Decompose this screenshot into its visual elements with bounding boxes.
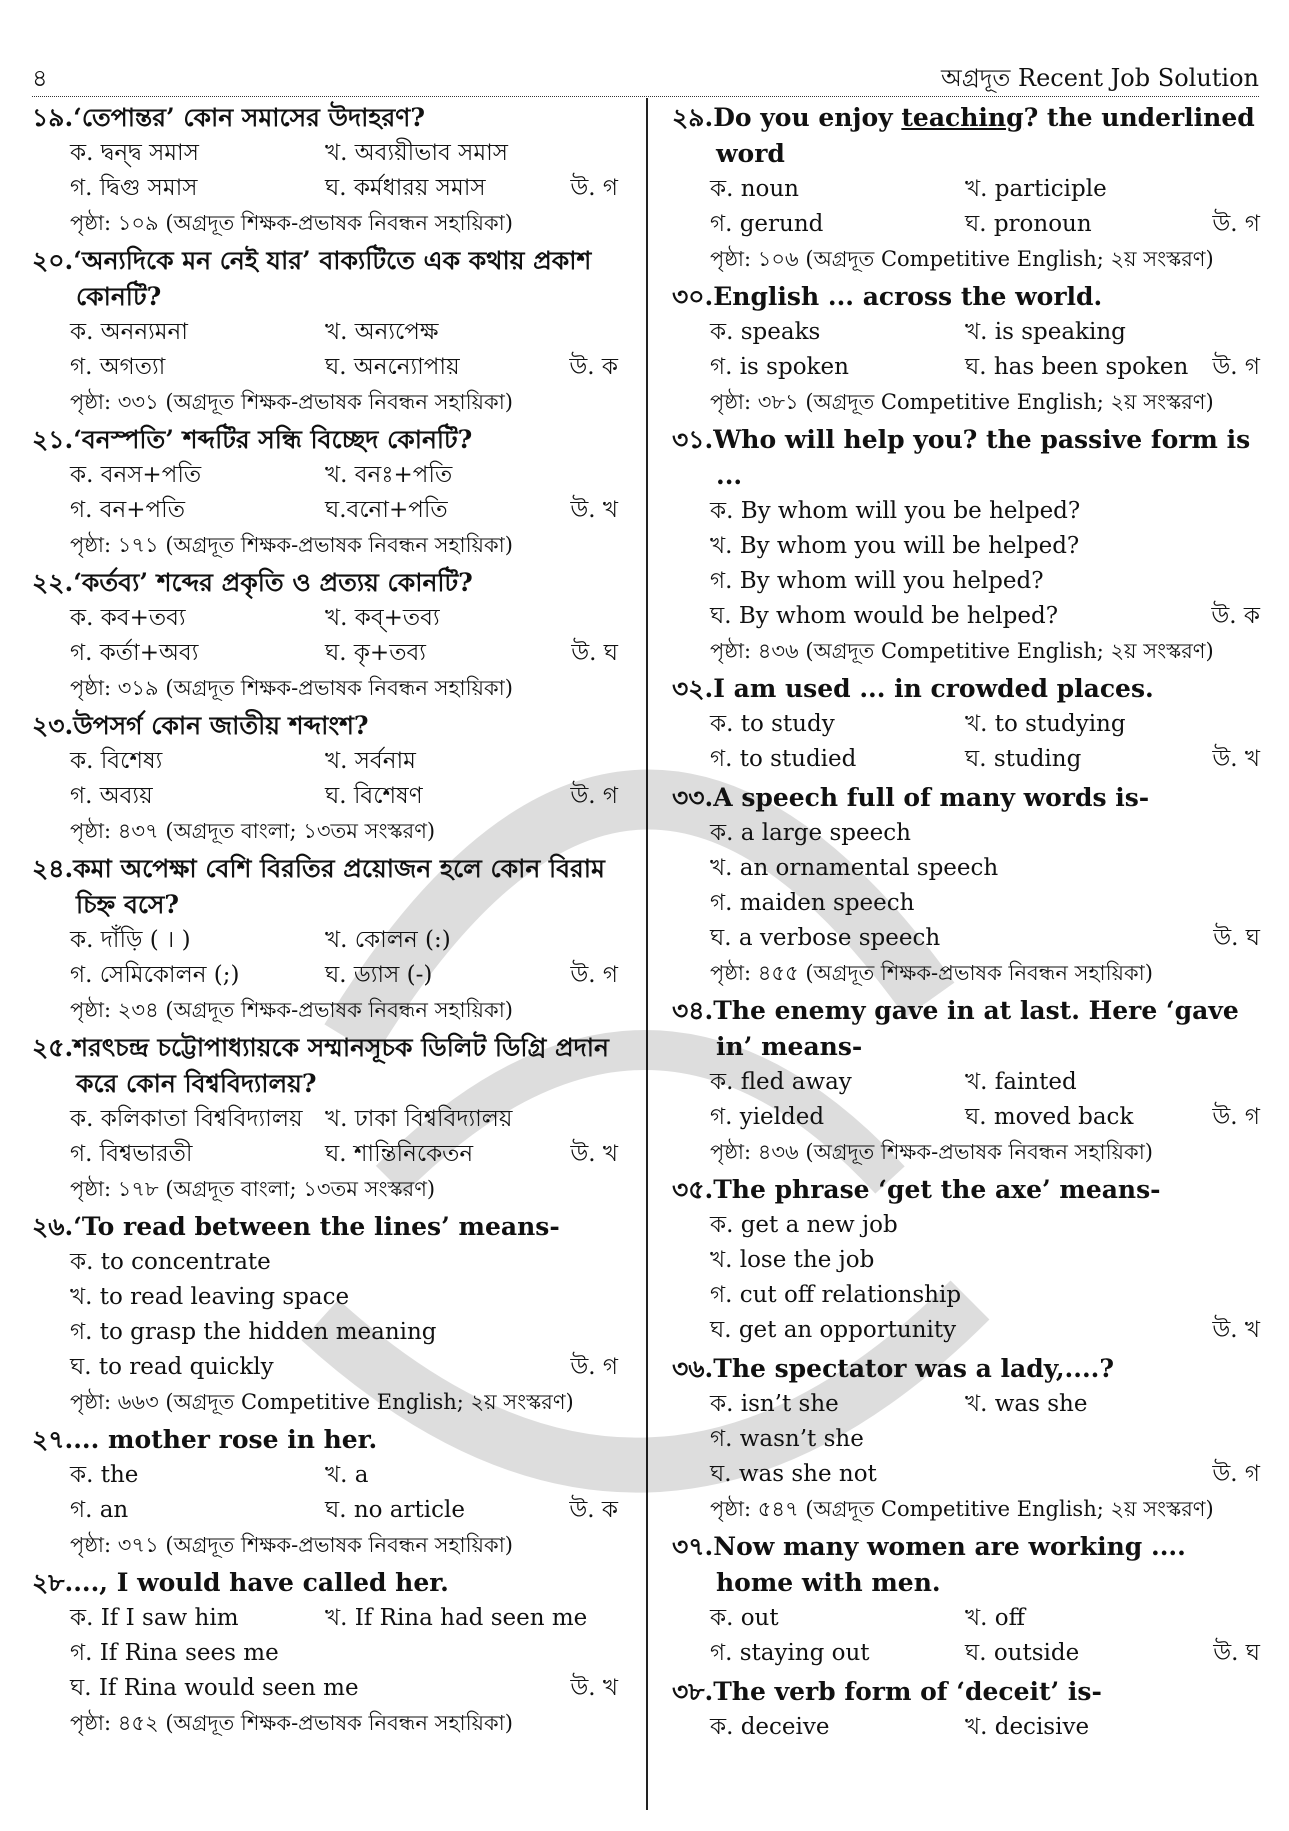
option: গ. wasn’t she (710, 1426, 864, 1452)
option: ক. out (710, 1605, 779, 1631)
option-row (710, 1457, 1260, 1492)
page-header (32, 60, 1259, 92)
answer-key: উ. খ (570, 1141, 618, 1167)
question-text (672, 1351, 1260, 1387)
option-row (70, 1671, 618, 1706)
question-text (32, 708, 618, 744)
option: খ. কোলন (:) (325, 927, 451, 953)
option: খ. a (325, 1462, 369, 1488)
answer-key: উ. ক (569, 354, 618, 380)
option: ঘ.বনো+পতি (325, 497, 448, 523)
option: খ. ঢাকা বিশ্ববিদ্যালয় (325, 1106, 513, 1132)
question-number: ২৮. (32, 1568, 74, 1597)
source-reference: পৃষ্ঠা: ৩৭১ (অগ্রদূত শিক্ষক-প্রভাষক নিবন্ধন সহায়িকা) (70, 1533, 513, 1557)
options (672, 315, 1260, 385)
option: গ. সেমিকোলন (;) (70, 962, 240, 988)
answer-key: উ. গ (570, 962, 618, 988)
option: খ. to studying (965, 711, 1126, 737)
question-number: ৩৩. (672, 783, 714, 812)
option-row (710, 1387, 1260, 1422)
option: গ. অগত্যা (70, 354, 166, 380)
question-prompt: A speech full of many words is- (713, 783, 1150, 812)
answer-key: উ. ঘ (571, 640, 618, 666)
question-prompt: শরৎচন্দ্র চট্টোপাধ্যায়কে সম্মানসূচক ডিলিট ডিগ্রি প্রদান করে কোন বিশ্ববিদ্যালয়? (73, 1033, 609, 1098)
source-reference: পৃষ্ঠা: ৪৩৬ (অগ্রদূত Competitive English; ২য় সংস্করণ) (710, 639, 1214, 663)
options (32, 1245, 618, 1385)
option-row (710, 207, 1260, 242)
question-prompt: ‘To read between the lines’ means- (73, 1212, 560, 1241)
option-row (710, 172, 1260, 207)
underlined-word: teaching (901, 103, 1024, 132)
question-number: ২৭. (32, 1425, 74, 1454)
option: ক. to study (710, 711, 835, 737)
option: ঘ. outside (965, 1640, 1080, 1666)
option: ক. দাঁড়ি ( । ) (70, 927, 191, 953)
option-row (710, 350, 1260, 385)
option-row (70, 315, 618, 350)
option-row (710, 494, 1260, 529)
options (672, 707, 1260, 777)
option-row (70, 1458, 618, 1493)
question-text (672, 100, 1260, 172)
answer-key: উ. গ (570, 1354, 618, 1380)
answer-key: উ. গ (570, 175, 618, 201)
option: খ. an ornamental speech (710, 855, 999, 881)
option: ক. বিশেষ্য (70, 748, 163, 774)
answer-key: উ. গ (1212, 1104, 1260, 1130)
question-block (672, 1351, 1260, 1526)
answer-key: উ. গ (1212, 1461, 1260, 1487)
question-block (32, 565, 618, 705)
question-prompt: The enemy gave in at last. Here ‘gave in’ means- (713, 996, 1239, 1061)
options (32, 458, 618, 528)
option: ক. By whom will you be helped? (710, 498, 1081, 524)
running-title: অগ্রদূত Recent Job Solution (941, 64, 1259, 92)
option: গ. maiden speech (710, 890, 915, 916)
options (32, 136, 618, 206)
option: গ. By whom will you helped? (710, 568, 1044, 594)
option: গ. If Rina sees me (70, 1640, 279, 1666)
option-row (70, 1245, 618, 1280)
option: খ. off (965, 1605, 1025, 1631)
question-prompt: ‘বনস্পতি’ শব্দটির সন্ধি বিচ্ছেদ কোনটি? (73, 425, 473, 454)
option: ঘ. pronoun (965, 211, 1092, 237)
option: খ. lose the job (710, 1247, 875, 1273)
option: ঘ. ড্যাস (-) (325, 962, 433, 988)
question-number: ৩৫. (672, 1175, 714, 1204)
options (32, 1601, 618, 1706)
option-row (70, 1350, 618, 1385)
option-row (70, 1280, 618, 1315)
option: গ. gerund (710, 211, 824, 237)
option: ক. a large speech (710, 820, 911, 846)
question-prompt: কমা অপেক্ষা বেশি বিরতির প্রয়োজন হলে কোন বিরাম চিহ্ন বসে? (73, 854, 605, 919)
question-text (32, 243, 618, 315)
option-row (710, 599, 1260, 634)
source-reference: পৃষ্ঠা: ৪৩৭ (অগ্রদূত বাংলা; ১৩তম সংস্করণ) (70, 819, 436, 843)
question-number: ৩৭. (672, 1532, 714, 1561)
option: ঘ. moved back (965, 1104, 1134, 1130)
question-text (672, 1674, 1260, 1710)
question-block (672, 279, 1260, 419)
option: গ. বিশ্বভারতী (70, 1141, 193, 1167)
question-block (32, 1209, 618, 1419)
question-number: ২৫. (32, 1033, 74, 1062)
source-reference: পৃষ্ঠা: ১০৯ (অগ্রদূত শিক্ষক-প্রভাষক নিবন্ধন সহায়িকা) (70, 211, 513, 235)
left-column (32, 100, 618, 1743)
question-block (32, 422, 618, 562)
option: ক. to concentrate (70, 1249, 271, 1275)
question-number: ২৩. (32, 711, 74, 740)
question-prompt: I am used ... in crowded places. (713, 674, 1154, 703)
options (32, 1458, 618, 1528)
option-row (70, 1493, 618, 1528)
answer-key: উ. খ (1212, 1317, 1260, 1343)
question-prompt: The phrase ‘get the axe’ means- (713, 1175, 1161, 1204)
option-row (710, 1313, 1260, 1348)
question-number: ৩৮. (672, 1677, 714, 1706)
question-number: ২২. (32, 568, 74, 597)
option-row (710, 1100, 1260, 1135)
question-text (672, 671, 1260, 707)
question-prompt: English ... across the world. (713, 282, 1103, 311)
option: খ. is speaking (965, 319, 1126, 345)
option: গ. cut off relationship (710, 1282, 962, 1308)
answer-key: উ. খ (570, 1675, 618, 1701)
option-row (710, 529, 1260, 564)
question-prompt: ... mother rose in her. (73, 1425, 378, 1454)
question-number: ৩৪. (672, 996, 714, 1025)
question-text (672, 1172, 1260, 1208)
option-row (70, 1636, 618, 1671)
question-text (672, 993, 1260, 1065)
options (672, 172, 1260, 242)
question-prompt: ‘তেপান্তর’ কোন সমাসের উদাহরণ? (73, 103, 426, 132)
option-row (710, 816, 1260, 851)
answer-key: উ. গ (1212, 211, 1260, 237)
source-reference: পৃষ্ঠা: ২৩৪ (অগ্রদূত শিক্ষক-প্রভাষক নিবন্ধন সহায়িকা) (70, 998, 513, 1022)
page-number: ৪ (32, 64, 48, 92)
option: ঘ. By whom would be helped? (710, 603, 1059, 629)
question-block (32, 100, 618, 240)
question-block (672, 422, 1260, 668)
answer-key: উ. ঘ (1213, 925, 1260, 951)
option-row (70, 1601, 618, 1636)
question-number: ২১. (32, 425, 74, 454)
option: ক. noun (710, 176, 799, 202)
option-row (70, 958, 618, 993)
option-row (70, 171, 618, 206)
option: ক. isn’t she (710, 1391, 839, 1417)
question-text-part: ? the underlined word (716, 103, 1255, 168)
option-row (710, 921, 1260, 956)
option: ক. get a new job (710, 1212, 898, 1238)
option: ঘ. to read quickly (70, 1354, 274, 1380)
option-row (710, 315, 1260, 350)
option: ক. বনস+পতি (70, 462, 202, 488)
question-text (32, 1565, 618, 1601)
option: ঘ. a verbose speech (710, 925, 941, 951)
question-text (32, 100, 618, 136)
option-row (70, 1315, 618, 1350)
option: গ. an (70, 1497, 129, 1523)
question-text (32, 1030, 618, 1102)
question-block (672, 1172, 1260, 1348)
question-block (672, 1529, 1260, 1671)
answer-key: উ. খ (1212, 746, 1260, 772)
option-row (70, 1137, 618, 1172)
option: খ. If Rina had seen me (325, 1605, 588, 1631)
question-block (32, 851, 618, 1027)
source-reference: পৃষ্ঠা: ৩৩১ (অগ্রদূত শিক্ষক-প্রভাষক নিবন্ধন সহায়িকা) (70, 390, 513, 414)
options (672, 494, 1260, 634)
options (32, 315, 618, 385)
option: গ. is spoken (710, 354, 849, 380)
question-text (32, 565, 618, 601)
option: খ. By whom you will be helped? (710, 533, 1080, 559)
option: ঘ. was she not (710, 1461, 877, 1487)
option: গ. কর্তা+অব্য (70, 640, 199, 666)
source-reference: পৃষ্ঠা: ৪৫৫ (অগ্রদূত শিক্ষক-প্রভাষক নিবন্ধন সহায়িকা) (710, 961, 1153, 985)
option: গ. to grasp the hidden meaning (70, 1319, 437, 1345)
question-number: ২৬. (32, 1212, 74, 1241)
question-number: ২৯. (672, 103, 714, 132)
option: ঘ. শান্তিনিকেতন (325, 1141, 474, 1167)
option: ঘ. no article (325, 1497, 465, 1523)
option: খ. অব্যয়ীভাব সমাস (325, 140, 508, 166)
option-row (70, 601, 618, 636)
source-reference: পৃষ্ঠা: ৬৬৩ (অগ্রদূত Competitive English; ২য় সংস্করণ) (70, 1390, 574, 1414)
question-text-part: Do you enjoy (713, 103, 902, 132)
options (672, 1710, 1260, 1745)
question-block (32, 1565, 618, 1740)
option-row (70, 636, 618, 671)
question-block (672, 1674, 1260, 1745)
question-text (32, 1209, 618, 1245)
option: ঘ. অনন্যোপায় (325, 354, 460, 380)
options (32, 923, 618, 993)
source-reference: পৃষ্ঠা: ৪৫২ (অগ্রদূত শিক্ষক-প্রভাষক নিবন্ধন সহায়িকা) (70, 1711, 513, 1735)
option: গ. yielded (710, 1104, 825, 1130)
option: ঘ. কৃ+তব্য (325, 640, 426, 666)
option-row (710, 1710, 1260, 1745)
question-block (672, 100, 1260, 276)
option: ক. fled away (710, 1069, 852, 1095)
option: ক. অনন্যমনা (70, 319, 188, 345)
question-prompt: ‘অন্যদিকে মন নেই যার’ বাক্যটিতে এক কথায় প্রকাশ কোনটি? (73, 246, 592, 311)
source-reference: পৃষ্ঠা: ৩৮১ (অগ্রদূত Competitive English; ২য় সংস্করণ) (710, 390, 1214, 414)
question-block (32, 708, 618, 848)
options (672, 1208, 1260, 1348)
option-row (710, 1243, 1260, 1278)
option: ঘ. get an opportunity (710, 1317, 957, 1343)
option: গ. বন+পতি (70, 497, 185, 523)
question-block (32, 243, 618, 419)
options (672, 1601, 1260, 1671)
option-row (710, 1208, 1260, 1243)
option: খ. was she (965, 1391, 1088, 1417)
answer-key: উ. ক (1211, 603, 1260, 629)
option-row (70, 136, 618, 171)
option: খ. কব্+তব্য (325, 605, 440, 631)
source-reference: পৃষ্ঠা: ১৭৮ (অগ্রদূত বাংলা; ১৩তম সংস্করণ) (70, 1177, 436, 1201)
source-reference: পৃষ্ঠা: ৫৪৭ (অগ্রদূত Competitive English; ২য় সংস্করণ) (710, 1497, 1214, 1521)
option-row (70, 1102, 618, 1137)
question-prompt: ..., I would have called her. (73, 1568, 449, 1597)
question-text (32, 851, 618, 923)
option-row (70, 779, 618, 814)
question-text (672, 780, 1260, 816)
question-number: ২৪. (32, 854, 74, 883)
option: খ. fainted (965, 1069, 1077, 1095)
option: খ. to read leaving space (70, 1284, 350, 1310)
question-prompt: The verb form of ‘deceit’ is- (713, 1677, 1102, 1706)
option: খ. অন্যপেক্ষ (325, 319, 439, 345)
option: গ. staying out (710, 1640, 870, 1666)
option-row (710, 1278, 1260, 1313)
option: ঘ. If Rina would seen me (70, 1675, 359, 1701)
option-row (710, 742, 1260, 777)
option: খ. participle (965, 176, 1107, 202)
option: ক. কব+তব্য (70, 605, 186, 631)
option: খ. বনঃ+পতি (325, 462, 453, 488)
option-row (70, 744, 618, 779)
source-reference: পৃষ্ঠা: ১৭১ (অগ্রদূত শিক্ষক-প্রভাষক নিবন্ধন সহায়িকা) (70, 533, 513, 557)
option-row (710, 707, 1260, 742)
question-number: ৩২. (672, 674, 714, 703)
options (672, 816, 1260, 956)
column-divider (646, 98, 648, 1810)
option: ঘ. has been spoken (965, 354, 1189, 380)
answer-key: উ. ক (569, 1497, 618, 1523)
option: গ. দ্বিগু সমাস (70, 175, 198, 201)
option: ঘ. কর্মধারয় সমাস (325, 175, 486, 201)
question-text (32, 1422, 618, 1458)
question-prompt: Now many women are working .... home with men. (713, 1532, 1186, 1597)
question-text (672, 422, 1260, 494)
option: ক. If I saw him (70, 1605, 239, 1631)
question-text (672, 279, 1260, 315)
option-row (710, 564, 1260, 599)
question-number: ২০. (32, 246, 74, 275)
question-prompt: ‘কর্তব্য’ শব্দের প্রকৃতি ও প্রত্যয় কোনটি? (73, 568, 473, 597)
source-reference: পৃষ্ঠা: ৪৩৬ (অগ্রদূত শিক্ষক-প্রভাষক নিবন্ধন সহায়িকা) (710, 1140, 1153, 1164)
options (672, 1065, 1260, 1135)
option-row (710, 1422, 1260, 1457)
options (32, 1102, 618, 1172)
option-row (70, 350, 618, 385)
option: খ. সর্বনাম (325, 748, 416, 774)
option-row (70, 493, 618, 528)
option: ক. deceive (710, 1714, 830, 1740)
option: ক. দ্বন্দ্ব সমাস (70, 140, 199, 166)
option: গ. অব্যয় (70, 783, 153, 809)
answer-key: উ. ঘ (1213, 1640, 1260, 1666)
option-row (710, 1636, 1260, 1671)
question-block (672, 993, 1260, 1169)
options (32, 744, 618, 814)
question-text (672, 1529, 1260, 1601)
question-number: ৩১. (672, 425, 714, 454)
option: ক. the (70, 1462, 139, 1488)
option: ক. speaks (710, 319, 821, 345)
option: ঘ. studing (965, 746, 1082, 772)
question-prompt: Who will help you? the passive form is ... (713, 425, 1251, 490)
right-column (672, 100, 1260, 1748)
question-block (32, 1030, 618, 1206)
question-block (672, 780, 1260, 990)
answer-key: উ. খ (570, 497, 618, 523)
header-rule (32, 96, 1259, 97)
option: খ. decisive (965, 1714, 1090, 1740)
question-number: ১৯. (32, 103, 74, 132)
question-prompt: The spectator was a lady,....? (713, 1354, 1115, 1383)
option: ক. কলিকাতা বিশ্ববিদ্যালয় (70, 1106, 303, 1132)
option-row (710, 886, 1260, 921)
source-reference: পৃষ্ঠা: ১০৬ (অগ্রদূত Competitive English; ২য় সংস্করণ) (710, 247, 1214, 271)
question-prompt: উপসর্গ কোন জাতীয় শব্দাংশ? (73, 711, 369, 740)
answer-key: উ. গ (570, 783, 618, 809)
question-number: ৩৬. (672, 1354, 714, 1383)
option-row (70, 923, 618, 958)
question-number: ৩০. (672, 282, 714, 311)
option: ঘ. বিশেষণ (325, 783, 423, 809)
option-row (710, 851, 1260, 886)
option-row (70, 458, 618, 493)
option-row (710, 1065, 1260, 1100)
question-block (672, 671, 1260, 777)
question-text (32, 422, 618, 458)
options (672, 1387, 1260, 1492)
option: গ. to studied (710, 746, 857, 772)
answer-key: উ. গ (1212, 354, 1260, 380)
option-row (710, 1601, 1260, 1636)
source-reference: পৃষ্ঠা: ৩১৯ (অগ্রদূত শিক্ষক-প্রভাষক নিবন্ধন সহায়িকা) (70, 676, 513, 700)
options (32, 601, 618, 671)
question-block (32, 1422, 618, 1562)
